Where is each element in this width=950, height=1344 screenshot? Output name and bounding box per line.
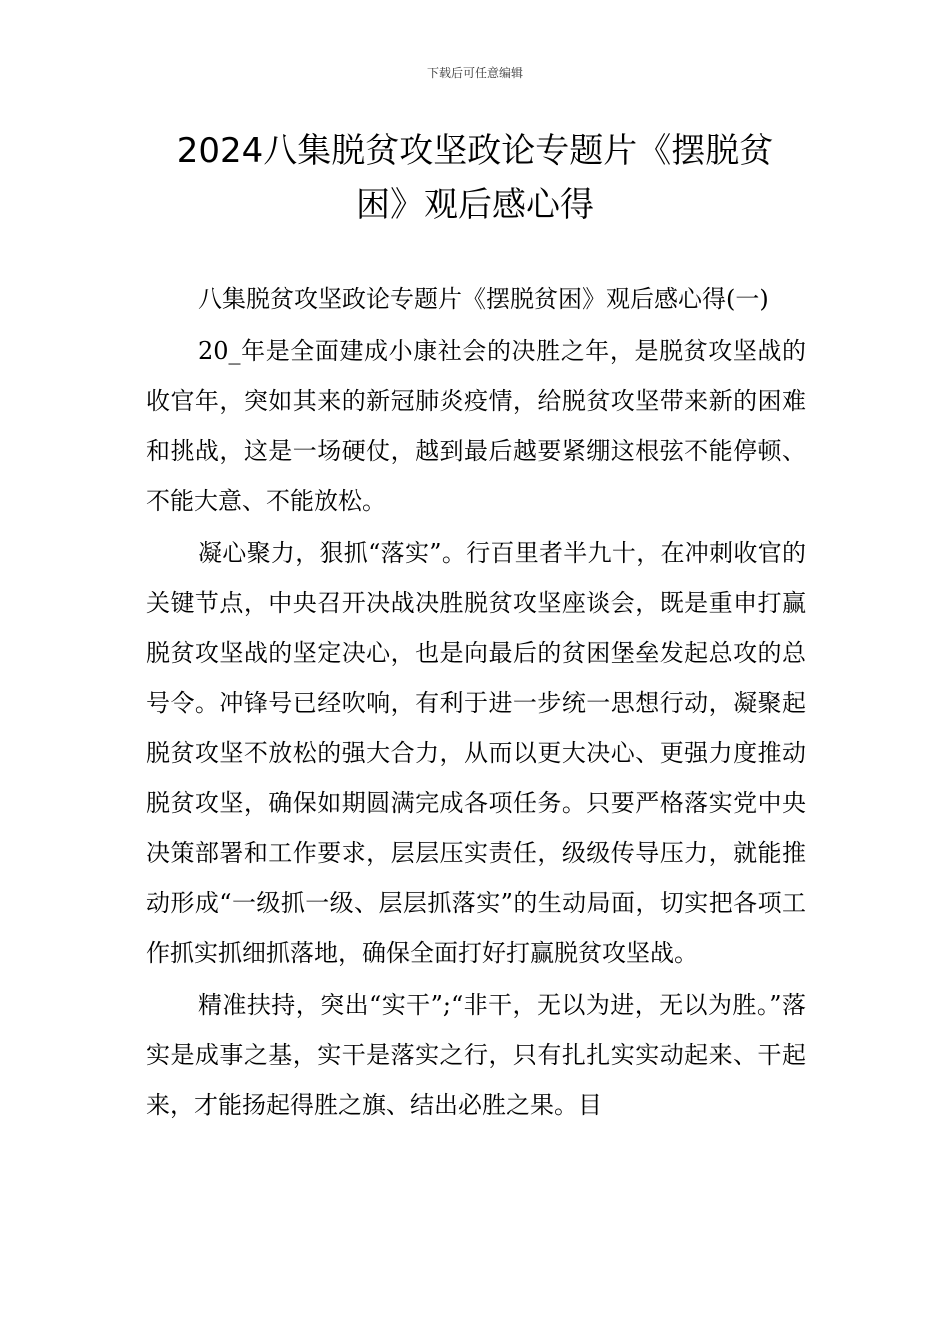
body-paragraph-3: 凝心聚力，狠抓“落实”。行百里者半九十，在冲刺收官的关键节点，中央召开决战决胜脱贫攻坚座谈会，既是重申打赢脱贫攻坚战的坚定决心，也是向最后的贫困堡垒发起总攻的总号令。冲锋号已经吹响，有利于进一步统一思想行动，凝聚起脱贫攻坚不放松的强大合力，从而以更大决心、更强力度推动脱贫攻坚，确保如期圆满完成各项任务。只要严格落实党中央决策部署和工作要求，层层压实责任，级级传导压力，就能推动形成“一级抓一级、层层抓落实”的生动局面，切实把各项工作抓实抓细抓落地，确保全面打好打赢脱贫攻坚战。 — [146, 539, 806, 967]
page-header-note: 下载后可任意编辑 — [426, 66, 523, 80]
body-paragraph-2: 20_年是全面建成小康社会的决胜之年，是脱贫攻坚战的收官年，突如其来的新冠肺炎疫情，给脱贫攻坚带来新的困难和挑战，这是一场硬仗，越到最后越要紧绷这根弦不能停顿、不能大意、不能放松。 — [146, 337, 806, 515]
document-title-line-2: 困》观后感心得 — [356, 185, 594, 225]
body-paragraph-1: 八集脱贫攻坚政论专题片《摆脱贫困》观后感心得(一) — [198, 285, 769, 313]
body-paragraph-4: 精准扶持，突出“实干”;“非干，无以为进，无以为胜。”落实是成事之基，实干是落实之行，只有扎扎实实动起来、干起来，才能扬起得胜之旗、结出必胜之果。目 — [146, 991, 806, 1119]
document-body — [146, 274, 806, 1132]
document-title — [150, 124, 800, 232]
document-title-line-1: 2024八集脱贫攻坚政论专题片《摆脱贫 — [176, 131, 774, 171]
